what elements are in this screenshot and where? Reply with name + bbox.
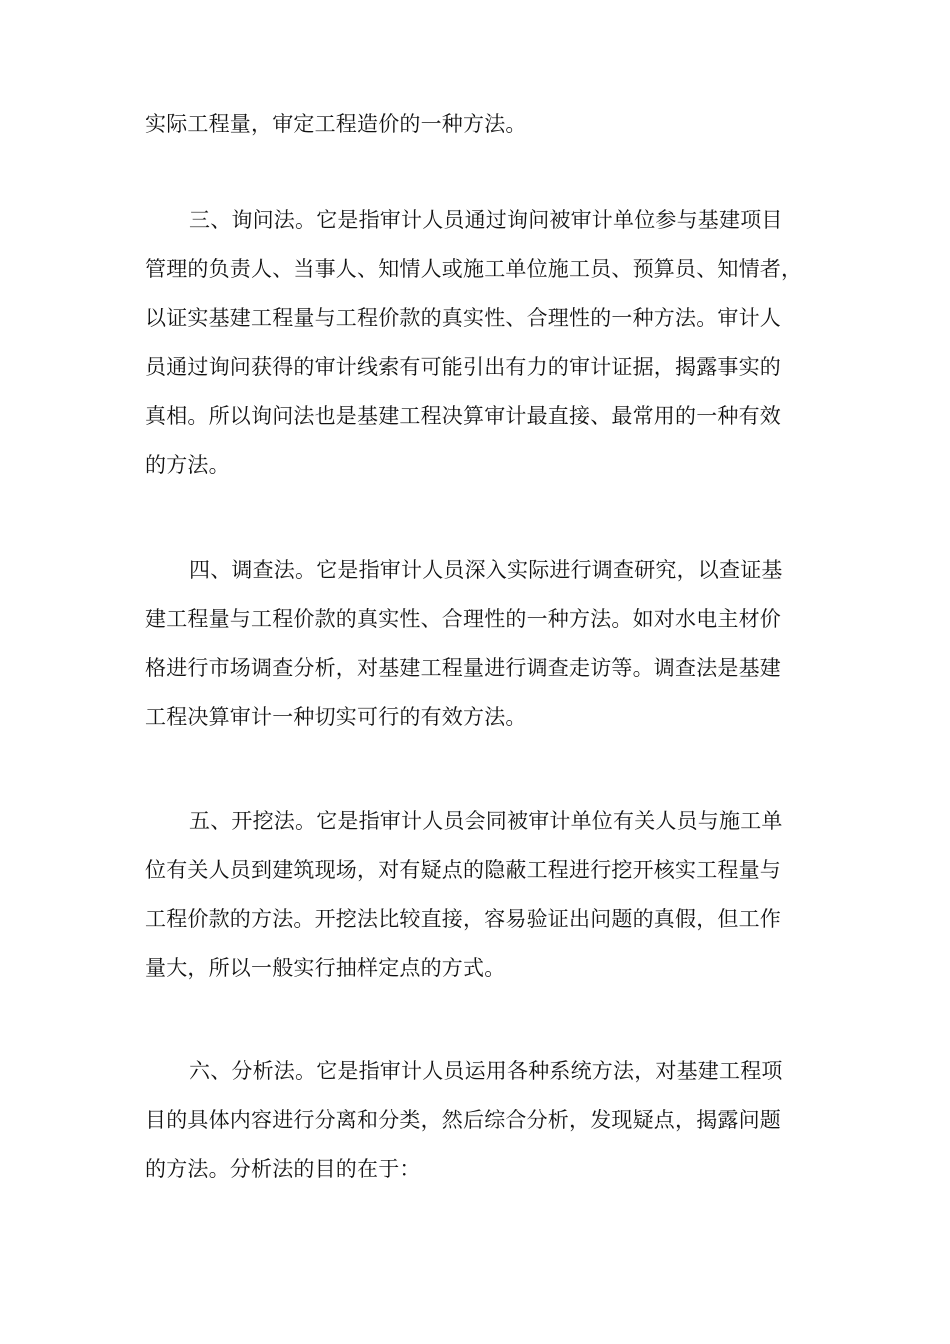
text-line: 六、分析法。它是指审计人员运用各种系统方法，对基建工程项 [189, 1059, 783, 1083]
text-line: 目的具体内容进行分离和分类，然后综合分析，发现疑点，揭露问题 [145, 1108, 781, 1132]
text-line: 工程价款的方法。开挖法比较直接，容易验证出问题的真假，但工作 [145, 907, 781, 931]
paragraph-continued [145, 100, 817, 149]
text-line: 实际工程量，审定工程造价的一种方法。 [145, 112, 527, 136]
paragraph-excavation-method [145, 797, 817, 993]
text-line: 以证实基建工程量与工程价款的真实性、合理性的一种方法。审计人 [145, 306, 781, 330]
text-line: 位有关人员到建筑现场，对有疑点的隐蔽工程进行挖开核实工程量与 [145, 858, 781, 882]
text-line: 的方法。分析法的目的在于： [145, 1157, 421, 1181]
paragraph-investigation-method [145, 546, 817, 742]
text-line: 的方法。 [145, 453, 230, 477]
text-line: 员通过询问获得的审计线索有可能引出有力的审计证据，揭露事实的 [145, 355, 781, 379]
text-line: 三、询问法。它是指审计人员通过询问被审计单位参与基建项目 [189, 208, 783, 232]
text-line: 管理的负责人、当事人、知情人或施工单位施工员、预算员、知情者， [145, 257, 803, 281]
text-line: 格进行市场调查分析，对基建工程量进行调查走访等。调查法是基建 [145, 656, 781, 680]
text-line: 建工程量与工程价款的真实性、合理性的一种方法。如对水电主材价 [145, 607, 781, 631]
text-line: 四、调查法。它是指审计人员深入实际进行调查研究，以查证基 [189, 558, 783, 582]
text-line: 量大，所以一般实行抽样定点的方式。 [145, 956, 506, 980]
text-line: 真相。所以询问法也是基建工程决算审计最直接、最常用的一种有效 [145, 404, 781, 428]
text-line: 工程决算审计一种切实可行的有效方法。 [145, 705, 527, 729]
text-line: 五、开挖法。它是指审计人员会同被审计单位有关人员与施工单 [189, 809, 783, 833]
paragraph-analysis-method [145, 1047, 817, 1194]
paragraph-inquiry-method [145, 196, 817, 490]
